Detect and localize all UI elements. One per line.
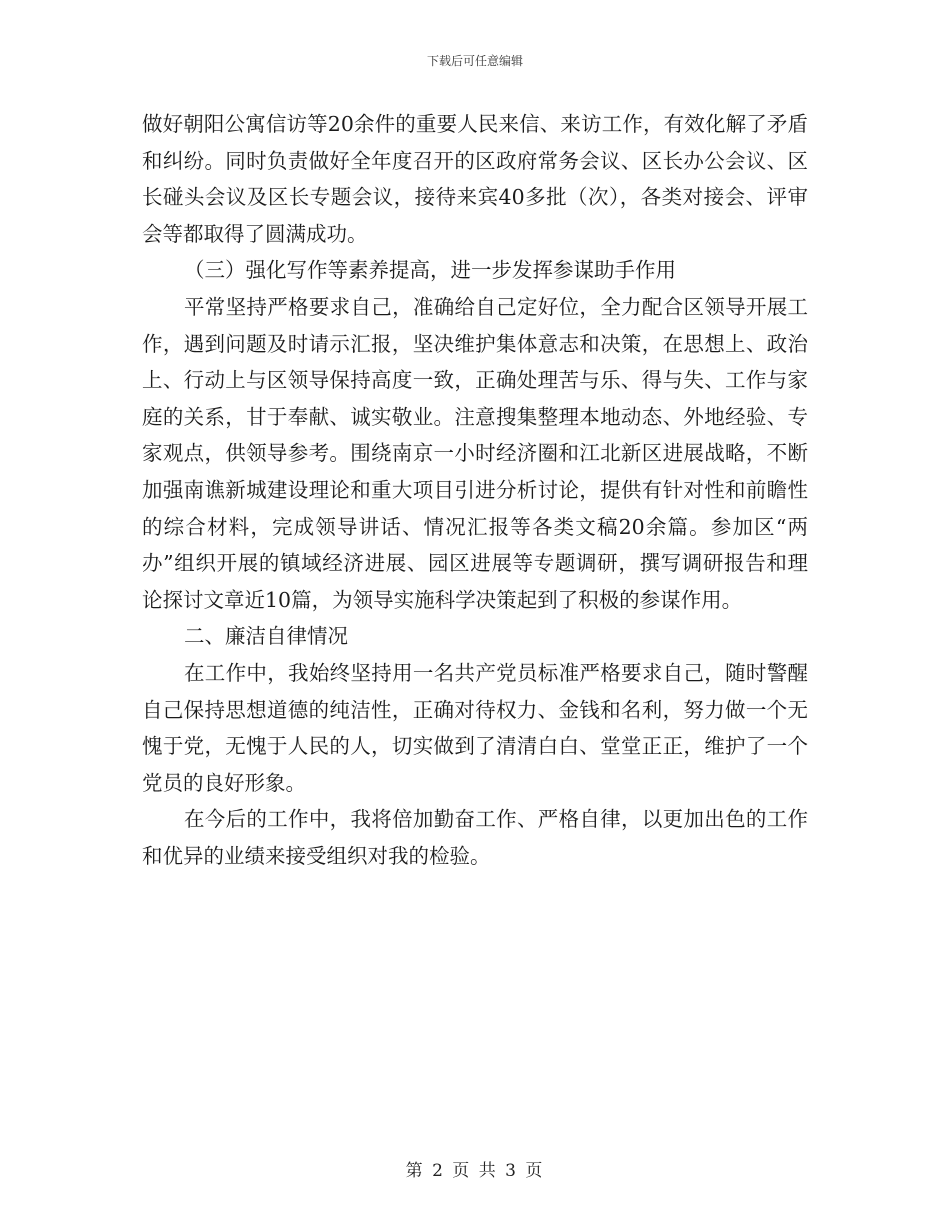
document-body (142, 106, 808, 874)
paragraph-petition-work: 做好朝阳公寓信访等20余件的重要人民来信、来访工作，有效化解了矛盾和纠纷。同时负责做好全年度召开的区政府常务会议、区长办公会议、区长碰头会议及区长专题会议，接待来宾40多批（次），各类对接会、评审会等都取得了圆满成功。 (142, 112, 808, 246)
paragraph-writing-advisor: 平常坚持严格要求自己，准确给自己定好位，全力配合区领导开展工作，遇到问题及时请示汇报，坚决维护集体意志和决策，在思想上、政治上、行动上与区领导保持高度一致，正确处理苦与乐、得与失、工作与家庭的关系，甘于奉献、诚实敬业。注意搜集整理本地动态、外地经验、专家观点，供领导参考。围绕南京一小时经济圈和江北新区进展战略，不断加强南谯新城建设理论和重大项目引进分析讨论，提供有针对性和前瞻性的综合材料，完成领导讲话、情况汇报等各类文稿20余篇。参加区“两办”组织开展的镇域经济进展、园区进展等专题调研，撰写调研报告和理论探讨文章近10篇，为领导实施科学决策起到了积极的参谋作用。 (142, 294, 808, 612)
page-footer-page-number: 第 2 页 共 3 页 (405, 1161, 545, 1181)
page-header: 下载后可任意编辑 (426, 54, 523, 68)
paragraph-integrity: 在工作中，我始终坚持用一名共产党员标准严格要求自己，随时警醒自己保持思想道德的纯洁性，正确对待权力、金钱和名利，努力做一个无愧于党，无愧于人民的人，切实做到了清清白白、堂堂正正，维护了一个党员的良好形象。 (142, 660, 808, 795)
section-heading-writing: （三）强化写作等素养提高，进一步发挥参谋助手作用 (184, 258, 676, 283)
paragraph-conclusion: 在今后的工作中，我将倍加勤奋工作、严格自律，以更加出色的工作和优异的业绩来接受组织对我的检验。 (142, 807, 808, 868)
section-heading-integrity: 二、廉洁自律情况 (184, 624, 348, 649)
